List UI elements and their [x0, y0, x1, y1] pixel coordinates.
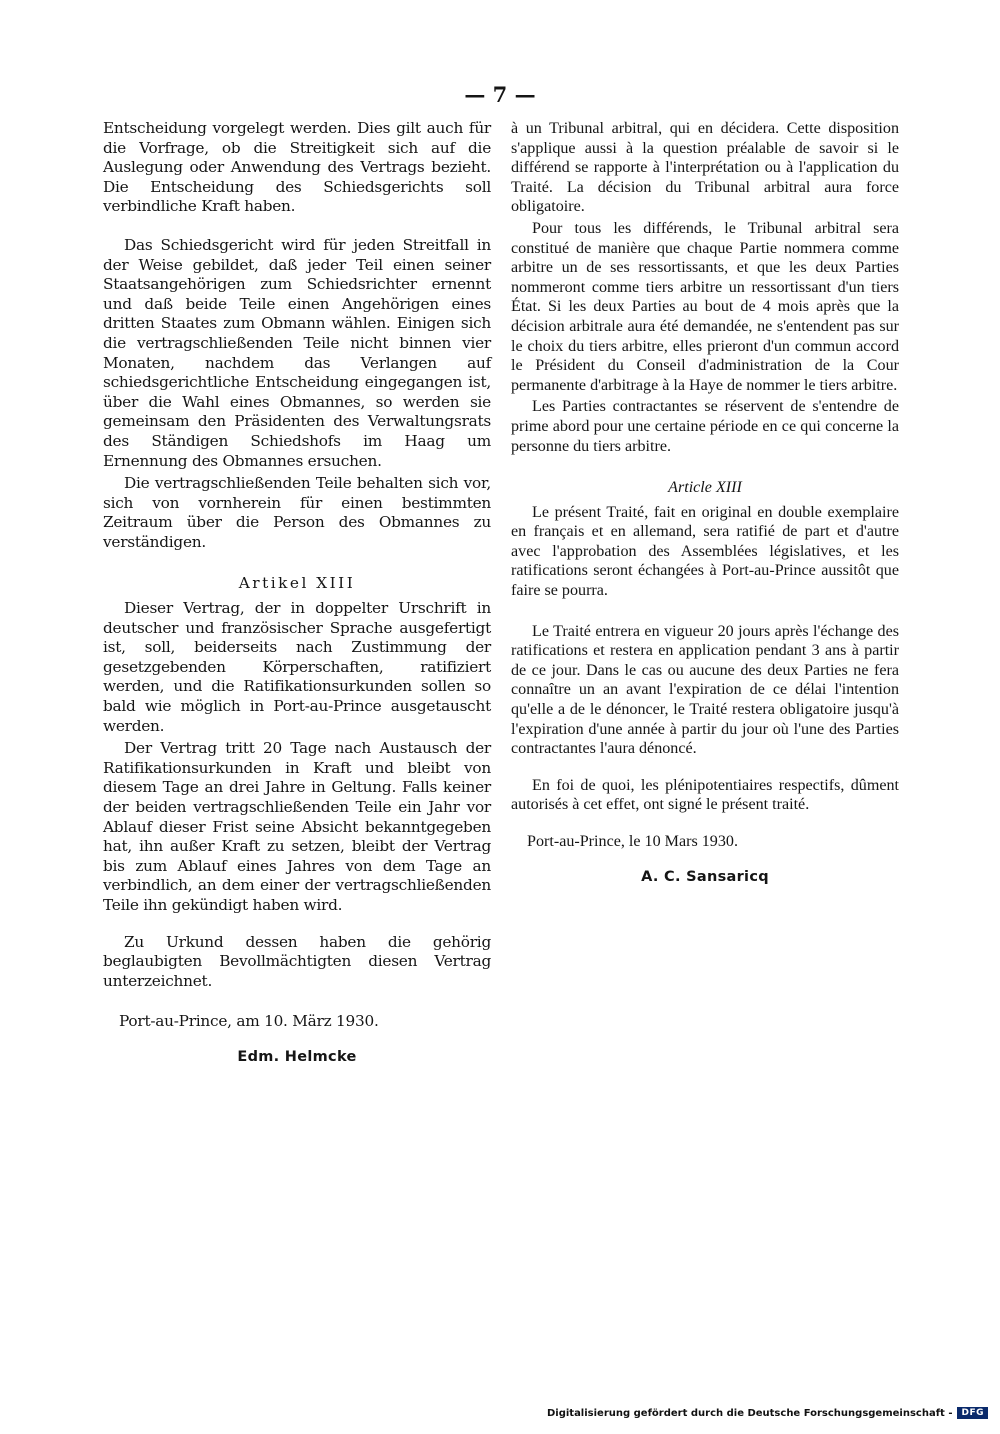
french-paragraph-1: à un Tribunal arbitral, qui en décidera. Cette disposition s'applique aussi à la question préalable de savoir si le différend se rapporte à l'interprétation ou à l'application du Traité. La décision du Tribunal arbitral aura force obligatoire. [511, 120, 899, 216]
footer-text: Digitalisierung gefördert durch die Deutsche Forschungsgemeinschaft - [546, 1407, 953, 1419]
french-paragraph-5: Le Traité entrera en vigueur 20 jours après l'échange des ratifications et restera en application pendant 3 ans à partir de ce jour. Dans le cas ou aucune des deux Parties ne fera connaître un an avant l'expiration de ce délai l'intention qu'elle a de le dénoncer, le Traité restera obligatoire jusqu'à l'expiration d'une année à partir du jour où l'une des Parties contractantes l'aura dénoncé. [511, 622, 899, 758]
page-number: — 7 — [464, 82, 536, 107]
german-paragraph-3: Die vertragschließenden Teile behalten sich vor, sich von vornherein für einen bestimmten Zeitraum über die Person des Obmannes zu verständigen. [103, 474, 491, 551]
french-signature: A. C. Sansaricq [641, 868, 769, 885]
french-article-heading: Article XIII [668, 479, 742, 497]
german-place-date: Port-au-Prince, am 10. März 1930. [119, 1012, 379, 1031]
german-paragraph-5: Der Vertrag tritt 20 Tage nach Austausch der Ratifikationsurkunden in Kraft und bleibt von diesem Tage an drei Jahre in Geltung. Falls keiner der beiden vertragschließenden Teile ein Jahr vor Ablauf dieser Frist seine Absicht bekanntgegeben hat, ihn außer Kraft zu setzen, bleibt der Vertrag bis zum Ablauf eines Jahres von dem Tage an verbindlich, an dem einer der vertragschließenden Teile ihn gekündigt haben wird. [103, 739, 491, 914]
german-paragraph-6: Zu Urkund dessen haben die gehörig beglaubigten Bevollmächtigten diesen Vertrag unterzeichnet. [103, 932, 491, 990]
german-column [103, 119, 491, 1068]
french-paragraph-3: Les Parties contractantes se réservent de s'entendre de prime abord pour une certaine période en ce qui concerne la personne du tiers arbitre. [511, 398, 899, 455]
german-signature: Edm. Helmcke [237, 1048, 357, 1065]
german-paragraph-2: Das Schiedsgericht wird für jeden Streitfall in der Weise gebildet, daß jeder Teil einen seiner Staatsangehörigen zum Schiedsrichter ernennt und daß beide Teile einen Angehörigen eines dritten Staates zum Obmann wählen. Einigen sich die vertragschließenden Teile nicht binnen vier Monaten, nachdem das Verlangen auf schiedsgerichtliche Entscheidung eingegangen ist, über die Wahl eines Obmannes, so werden sie gemeinsam den Präsidenten des Verwaltungsrats des Ständigen Schiedshofs im Haag um Ernennung des Obmannes ersuchen. [103, 235, 491, 470]
french-paragraph-4: Le présent Traité, fait en original en double exemplaire en français et en allemand, sera ratifié de part et d'autre avec l'approbation des Assemblées législatives, et les ratifications seront échangées à Port-au-Prince aussitôt que faire se pourra. [511, 503, 899, 600]
german-paragraph-4: Dieser Vertrag, der in doppelter Urschrift in deutscher und französischer Sprache ausgefertigt ist, soll, beiderseits nach Zustimmung der gesetzgebenden Körperschaften, ratifiziert werden, und die Ratifikationsurkunden sollen so bald wie möglich in Port-au-Prince ausgetauscht werden. [103, 599, 491, 735]
french-column [511, 119, 899, 887]
dfg-logo-icon: DFG [957, 1407, 988, 1419]
digitization-footer [547, 1407, 988, 1419]
french-place-date: Port-au-Prince, le 10 Mars 1930. [527, 833, 738, 850]
german-article-heading: Artikel XIII [238, 574, 356, 593]
french-paragraph-6: En foi de quoi, les plénipotentiaires respectifs, dûment autorisés à cet effet, ont signé le présent traité. [511, 776, 899, 814]
german-paragraph-1: Entscheidung vorgelegt werden. Dies gilt auch für die Vorfrage, ob die Streitigkeit sich auf die Auslegung oder Anwendung des Vertrags bezieht. Die Entscheidung des Schiedsgerichts soll verbindliche Kraft haben. [103, 119, 491, 216]
french-paragraph-2: Pour tous les différends, le Tribunal arbitral sera constitué de manière que chaque Partie nommera comme arbitre un de ses ressortissants, et que les deux Parties nommeront comme tiers arbitre un ressortissant d'un tiers État. Si les deux Parties au bout de 4 mois après que la décision arbitrale aura été demandée, ne s'entendent pas sur le choix du tiers arbitre, elles prieront d'un commun accord le Président du Conseil d'administration de la Cour permanente d'arbitrage à la Haye de nommer le tiers arbitre. [511, 219, 899, 394]
